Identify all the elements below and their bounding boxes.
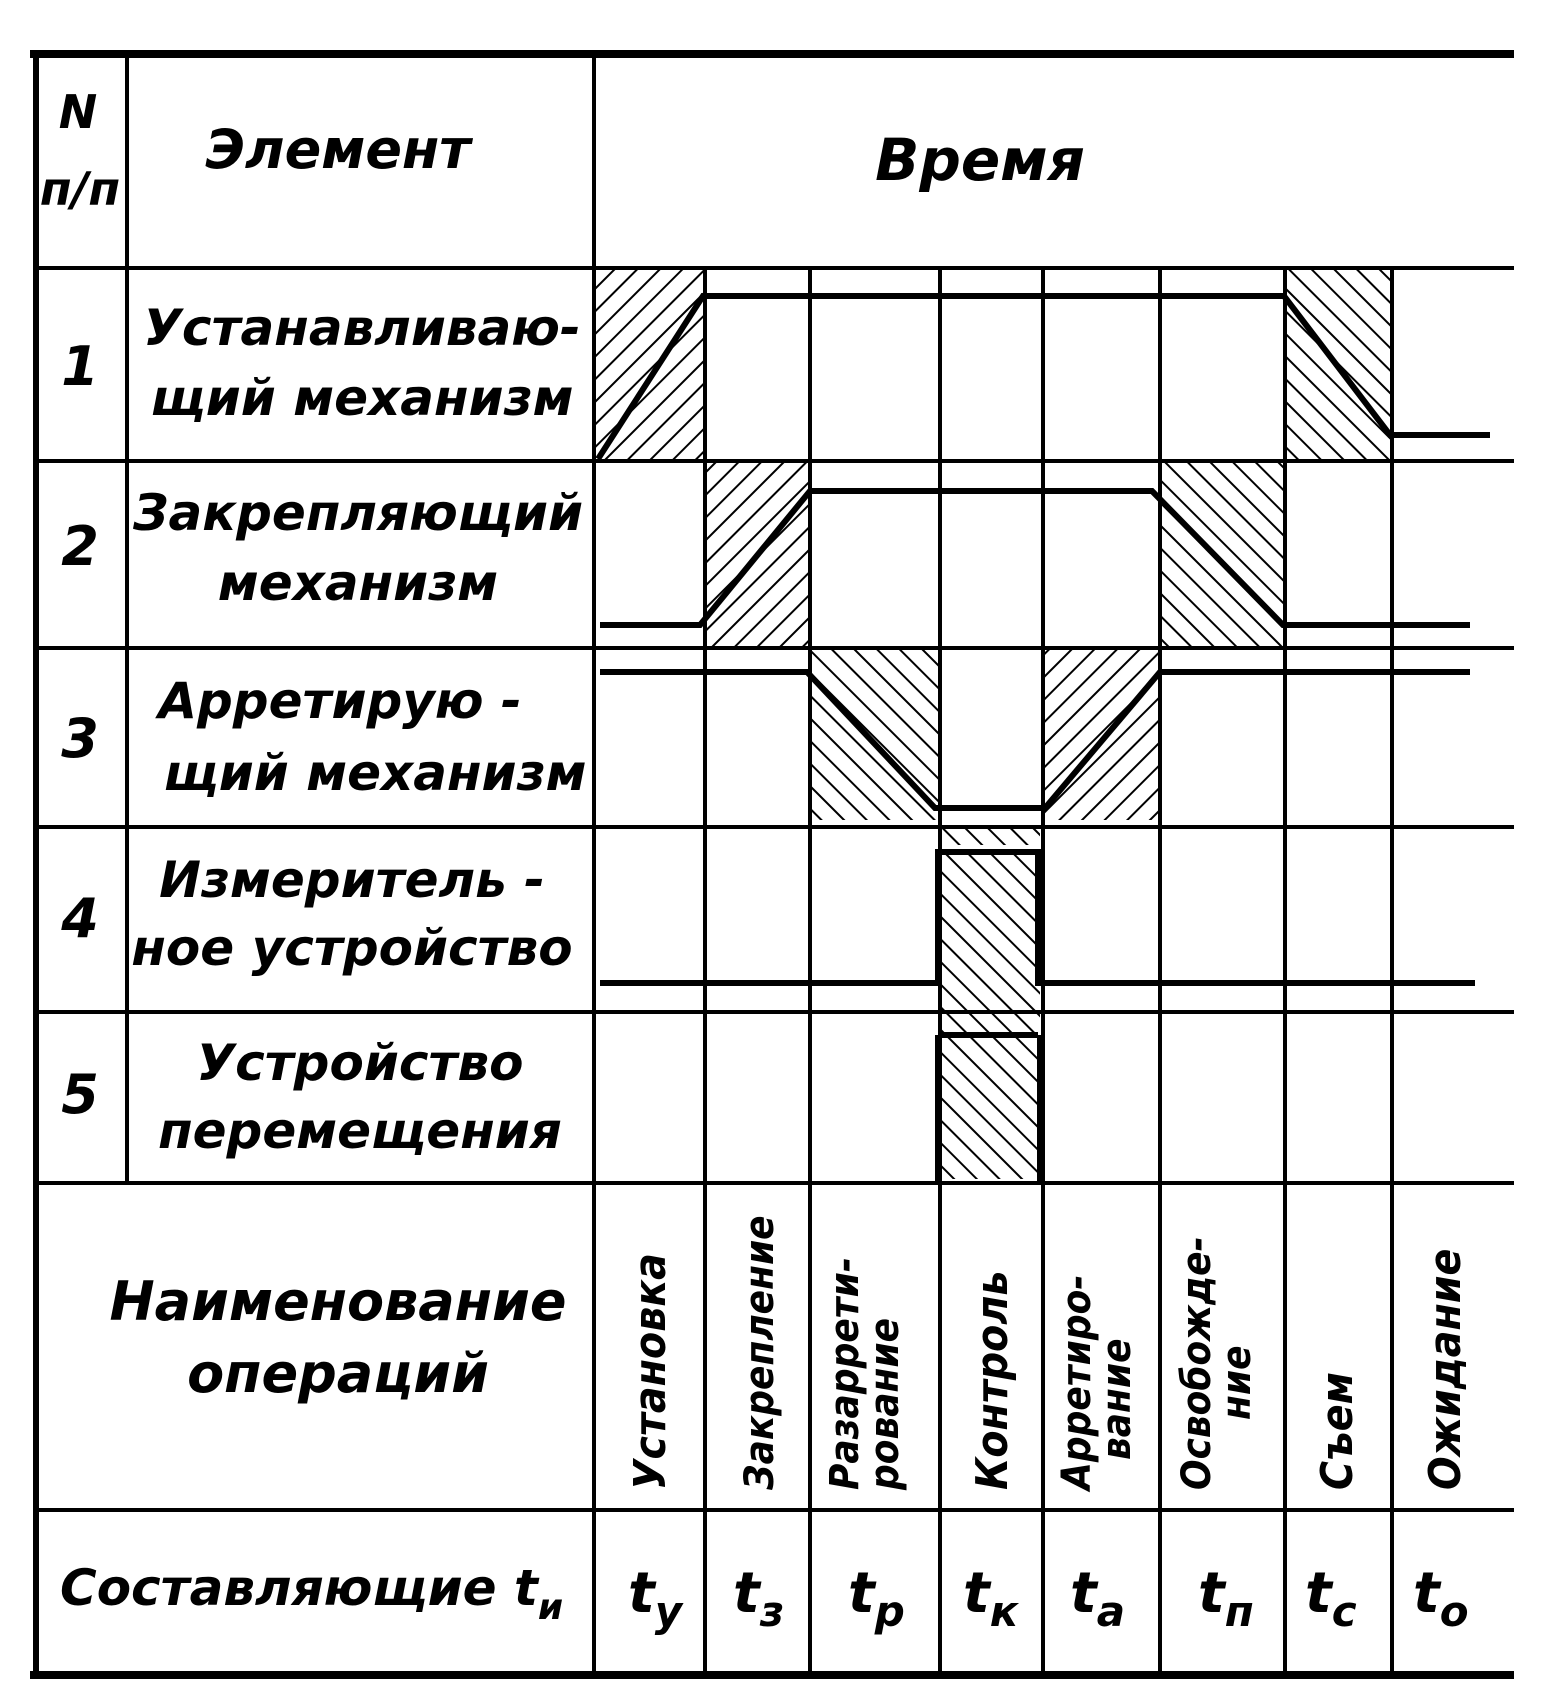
row-4-name-line1: Измеритель - (159, 851, 545, 909)
hatch-row3-lock (1045, 650, 1160, 820)
row-2-name-line1: Закрепляющий (132, 484, 584, 542)
hatch-row5-control (940, 1037, 1040, 1179)
row-4-number: 4 (61, 887, 99, 950)
row-1-name-line1: Устанавливаю- (143, 299, 581, 357)
row-4-name-line2: ное устройство (131, 919, 573, 977)
time-header: Время (875, 126, 1085, 194)
hatch-row2-release (1162, 463, 1283, 646)
num-header-line2: п/п (39, 162, 121, 216)
components-label-sub: и (537, 1587, 564, 1628)
components-row (60, 1559, 1469, 1636)
operation-5-line2: вание (1094, 1338, 1140, 1460)
operations-label-line1: Наименование (109, 1270, 567, 1333)
operation-3-line1: Разаррети- (822, 1257, 868, 1490)
row-1-name-line2: щий механизм (150, 369, 574, 427)
operation-8: Ожидание (1420, 1248, 1471, 1490)
component-6: $t_п$ (1198, 1561, 1254, 1636)
trace-row4-base (600, 852, 1475, 983)
component-1: $t_у$ (628, 1561, 683, 1636)
component-2: $t_з$ (733, 1561, 785, 1636)
row-1-number: 1 (61, 335, 99, 398)
row-5-number: 5 (61, 1063, 99, 1126)
num-header-line1: N (58, 85, 98, 139)
operation-6-line1: Освобожде- (1174, 1236, 1220, 1490)
header (40, 85, 1085, 216)
row-5-name-line2: перемещения (158, 1102, 562, 1160)
operation-names (625, 1215, 1471, 1493)
operations-label-line2: операций (187, 1342, 489, 1405)
components-label (60, 1559, 563, 1628)
row-labels (60, 299, 586, 1160)
operation-6-line2: ние (1214, 1345, 1260, 1420)
operation-3-line2: рование (862, 1317, 908, 1490)
hatch-row4-control (940, 852, 1040, 1010)
operation-7: Съем (1312, 1371, 1363, 1490)
row-5-name-line1: Устройство (196, 1034, 524, 1092)
row-2-number: 2 (61, 515, 99, 578)
trace-row3 (600, 672, 1470, 808)
row-3-name-line2: щий механизм (163, 744, 587, 802)
hatch-row5-control-strip (940, 1014, 1040, 1032)
component-8: $t_о$ (1413, 1561, 1469, 1636)
row-3-name-line1: Арретирую - (158, 672, 522, 730)
hatched-areas (596, 270, 1390, 1179)
components-label-main: Составляющие t (60, 1559, 538, 1617)
component-5: $t_а$ (1070, 1561, 1126, 1636)
component-4: $t_к$ (963, 1561, 1019, 1636)
hatch-row1-setup (596, 270, 703, 459)
operation-4: Контроль (967, 1270, 1018, 1490)
component-7: $t_с$ (1305, 1561, 1357, 1636)
operation-5-line1: Арретиро- (1054, 1274, 1100, 1490)
row-2-name-line2: механизм (217, 554, 499, 612)
element-header: Элемент (205, 118, 471, 181)
operation-1: Установка (625, 1253, 676, 1490)
operations-label (109, 1270, 566, 1405)
component-3: $t_р$ (848, 1561, 905, 1636)
row-3-number: 3 (61, 707, 99, 770)
operation-2: Закрепление (737, 1215, 783, 1490)
